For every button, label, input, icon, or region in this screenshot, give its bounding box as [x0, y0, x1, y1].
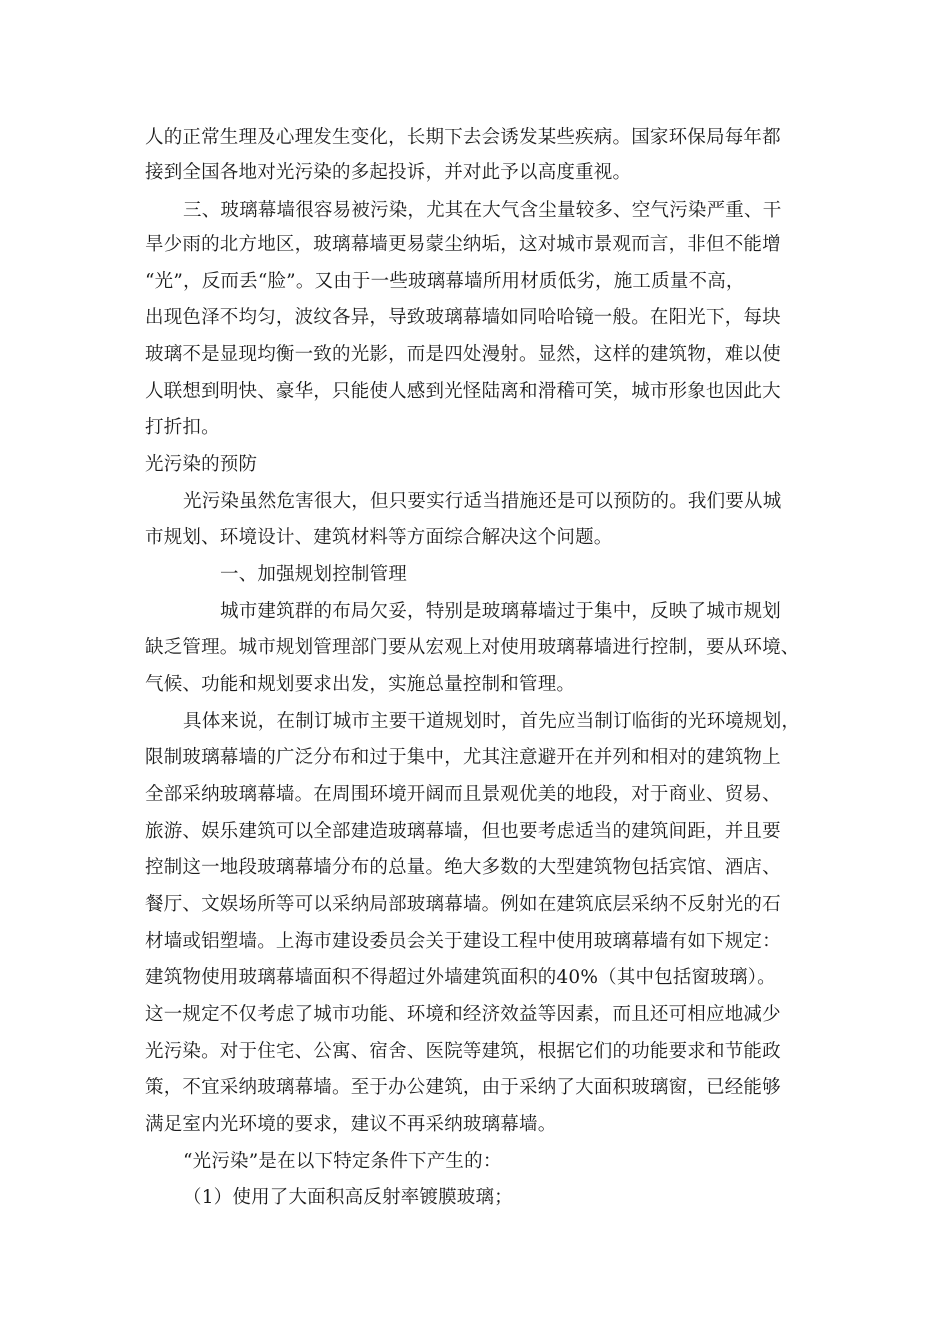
paragraph-line: 气候、功能和规划要求出发，实施总量控制和管理。 — [145, 674, 576, 695]
paragraph-line: 餐厅、文娱场所等可以采纳局部玻璃幕墙。例如在建筑底层采纳不反射光的石 — [145, 894, 781, 915]
paragraph-line: 缺乏管理。城市规划管理部门要从宏观上对使用玻璃幕墙进行控制，要从环境、 — [145, 637, 800, 658]
paragraph-line: 具体来说，在制订城市主要干道规划时，首先应当制订临街的光环境规划， — [183, 711, 801, 732]
paragraph-line: 接到全国各地对光污染的多起投诉，并对此予以高度重视。 — [145, 162, 632, 183]
section-heading: 光污染的预防 — [145, 454, 258, 475]
paragraph-line: 打折扣。 — [145, 417, 220, 438]
paragraph-line: 市规划、环境设计、建筑材料等方面综合解决这个问题。 — [145, 527, 613, 548]
paragraph-line: 这一规定不仅考虑了城市功能、环境和经济效益等因素，而且还可相应地减少 — [145, 1004, 781, 1025]
paragraph-line: 建筑物使用玻璃幕墙面积不得超过外墙建筑面积的40%（其中包括窗玻璃）。 — [145, 967, 776, 988]
paragraph-line: 策，不宜采纳玻璃幕墙。至于办公建筑，由于采纳了大面积玻璃窗，已经能够 — [145, 1077, 781, 1098]
paragraph-line: 三、玻璃幕墙很容易被污染，尤其在大气含尘量较多、空气污染严重、干 — [183, 200, 782, 221]
paragraph-line: 玻璃不是显现均衡一致的光影，而是四处漫射。显然，这样的建筑物，难以使 — [145, 344, 781, 365]
paragraph-line: 全部采纳玻璃幕墙。在周围环境开阔而且景观优美的地段，对于商业、贸易、 — [145, 784, 781, 805]
paragraph-line: 光污染。对于住宅、公寓、宿舍、医院等建筑，根据它们的功能要求和节能政 — [145, 1041, 781, 1062]
paragraph-line: 城市建筑群的布局欠妥，特别是玻璃幕墙过于集中，反映了城市规划 — [220, 601, 782, 622]
paragraph-line: 出现色泽不均匀，波纹各异，导致玻璃幕墙如同哈哈镜一般。在阳光下，每块 — [145, 307, 781, 328]
subsection-heading: 一、加强规划控制管理 — [220, 564, 408, 585]
paragraph-line: “光污染”是在以下特定条件下产生的： — [183, 1151, 502, 1172]
paragraph-line: 旱少雨的北方地区，玻璃幕墙更易蒙尘纳垢，这对城市景观而言，非但不能增 — [145, 234, 781, 255]
paragraph-line: 限制玻璃幕墙的广泛分布和过于集中，尤其注意避开在并列和相对的建筑物上 — [145, 747, 781, 768]
paragraph-line: 材墙或铝塑墙。上海市建设委员会关于建设工程中使用玻璃幕墙有如下规定： — [145, 931, 781, 952]
paragraph-line: 光污染虽然危害很大，但只要实行适当措施还是可以预防的。我们要从城 — [183, 491, 782, 512]
list-item: （1）使用了大面积高反射率镀膜玻璃； — [183, 1187, 513, 1208]
paragraph-line: 满足室内光环境的要求，建议不再采纳玻璃幕墙。 — [145, 1114, 557, 1135]
paragraph-line: 旅游、娱乐建筑可以全部建造玻璃幕墙，但也要考虑适当的建筑间距，并且要 — [145, 821, 781, 842]
paragraph-line: 人联想到明快、豪华，只能使人感到光怪陆离和滑稽可笑，城市形象也因此大 — [145, 381, 781, 402]
paragraph-line: 控制这一地段玻璃幕墙分布的总量。绝大多数的大型建筑物包括宾馆、酒店、 — [145, 857, 781, 878]
paragraph-line: 人的正常生理及心理发生变化，长期下去会诱发某些疾病。国家环保局每年都 — [145, 127, 781, 148]
paragraph-line: “光”，反而丢“脸”。又由于一些玻璃幕墙所用材质低劣，施工质量不高， — [145, 271, 745, 292]
